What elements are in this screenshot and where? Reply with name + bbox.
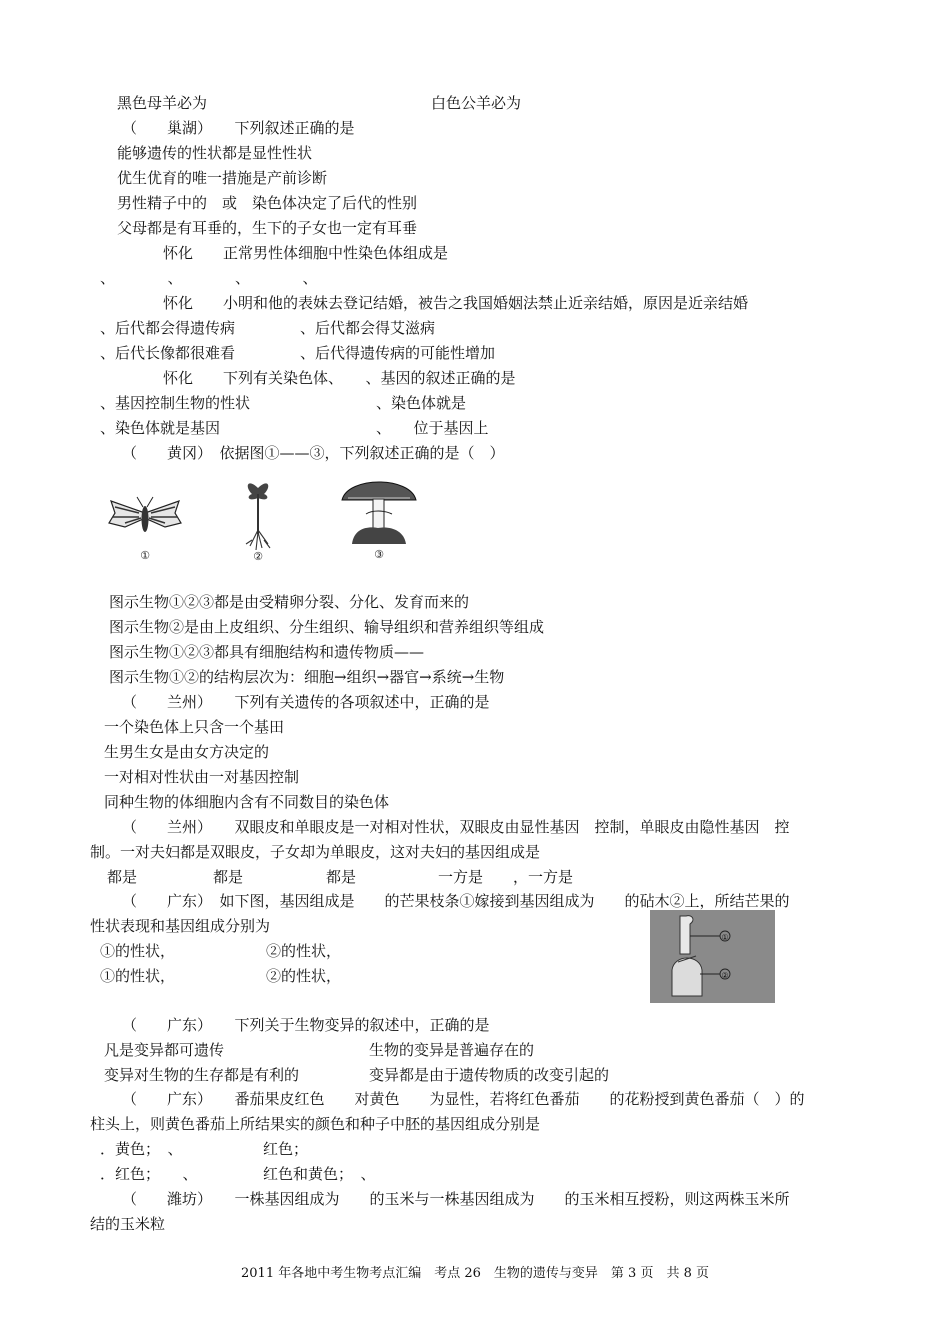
option: 、染色体就是基因	[100, 419, 221, 437]
option: 变异对生物的生存都是有利的	[104, 1066, 300, 1084]
option: 都是	[213, 868, 244, 886]
mushroom-illustration	[338, 470, 420, 562]
option: ．红色； 、	[100, 1165, 198, 1183]
question-stem: （ 广东） 如下图，基因组成是 的芒果枝条①嫁接到基因组成为 的砧木②上，所结芒果的	[122, 892, 790, 910]
option: 、后代都会得遗传病	[100, 319, 236, 337]
option: ①的性状，	[100, 967, 176, 985]
option: 图示生物①②的结构层次为：细胞→组织→器官→系统→生物	[109, 668, 505, 686]
option: 、基因控制生物的性状	[100, 394, 251, 412]
question-stem: （ 广东） 番茄果皮红色 对黄色 为显性，若将红色番茄 的花粉授到黄色番茄（ ）的	[122, 1090, 805, 1108]
option: 都是	[107, 868, 138, 886]
option: 一方是 ，一方是	[438, 868, 574, 886]
page-footer: 2011 年各地中考生物考点汇编 考点 26 生物的遗传与变异 第 3 页 共 8 页	[241, 1266, 709, 1281]
option: 、后代得遗传病的可能性增加	[300, 344, 496, 362]
option: 一个染色体上只含一个基田	[104, 718, 285, 736]
seedling-illustration	[238, 472, 278, 564]
option: 变异都是由于遗传物质的改变引起的	[369, 1066, 610, 1084]
option: 优生优育的唯一措施是产前诊断	[117, 169, 328, 187]
question-stem: （ 兰州） 下列有关遗传的各项叙述中，正确的是	[122, 693, 490, 711]
text-line: 白色公羊必为	[431, 94, 522, 112]
option: 、 位于基因上	[376, 419, 489, 437]
question-stem: 怀化 下列有关染色体、 、基因的叙述正确的是	[163, 369, 516, 387]
option: 红色；	[263, 1140, 309, 1158]
figure-label: ②	[253, 550, 263, 563]
question-stem: （ 潍坊） 一株基因组成为 的玉米与一株基因组成为 的玉米相互授粉，则这两株玉米所	[122, 1190, 790, 1208]
option: 能够遗传的性状都是显性性状	[117, 144, 313, 162]
option: 都是	[326, 868, 357, 886]
option: 、 、 、 、	[100, 269, 318, 287]
moth-illustration	[105, 483, 185, 563]
option: 凡是变异都可遗传	[104, 1041, 225, 1059]
option: 、后代都会得艾滋病	[300, 319, 436, 337]
option: 图示生物②是由上皮组织、分生组织、输导组织和营养组织等组成	[109, 618, 545, 636]
question-stem: （ 巢湖） 下列叙述正确的是	[122, 119, 355, 137]
question-stem: 怀化 小明和他的表妹去登记结婚，被告之我国婚姻法禁止近亲结婚，原因是近亲结婚	[163, 294, 749, 312]
option: 图示生物①②③都具有细胞结构和遗传物质——	[109, 643, 425, 661]
option: ①的性状，	[100, 942, 176, 960]
option: 父母都是有耳垂的，生下的子女也一定有耳垂	[117, 219, 418, 237]
question-stem: 柱头上，则黄色番茄上所结果实的颜色和种子中胚的基因组成分别是	[90, 1115, 541, 1133]
graft-label: ①	[721, 933, 729, 942]
option: 同种生物的体细胞内含有不同数目的染色体	[104, 793, 390, 811]
option: ②的性状，	[266, 942, 342, 960]
option: 生物的变异是普遍存在的	[369, 1041, 535, 1059]
question-stem: 制。一对夫妇都是双眼皮，子女却为单眼皮，这对夫妇的基因组成是	[90, 843, 541, 861]
question-stem: 结的玉米粒	[90, 1215, 166, 1233]
question-stem: 怀化 正常男性体细胞中性染色体组成是	[163, 244, 449, 262]
grafting-photo	[650, 910, 775, 1003]
text-line: 黑色母羊必为	[117, 94, 208, 112]
figure-label: ③	[374, 548, 384, 561]
figure-label: ①	[140, 549, 150, 562]
option: ．黄色； 、	[100, 1140, 183, 1158]
option: 红色和黄色； 、	[263, 1165, 376, 1183]
question-stem: 性状表现和基因组成分别为	[90, 917, 271, 935]
option: 图示生物①②③都是由受精卵分裂、分化、发育而来的	[109, 593, 470, 611]
graft-label: ②	[721, 971, 729, 980]
option: 一对相对性状由一对基因控制	[104, 768, 300, 786]
question-stem: （ 广东） 下列关于生物变异的叙述中，正确的是	[122, 1016, 490, 1034]
question-stem: （ 黄冈） 依据图①——③，下列叙述正确的是（ ）	[122, 444, 505, 462]
option: 、后代长像都很难看	[100, 344, 236, 362]
option: 男性精子中的 或 染色体决定了后代的性别	[117, 194, 418, 212]
option: ②的性状，	[266, 967, 342, 985]
option: 生男生女是由女方决定的	[104, 743, 270, 761]
question-stem: （ 兰州） 双眼皮和单眼皮是一对相对性状，双眼皮由显性基因 控制，单眼皮由隐性基因 控	[122, 818, 790, 836]
option: 、染色体就是	[376, 394, 467, 412]
